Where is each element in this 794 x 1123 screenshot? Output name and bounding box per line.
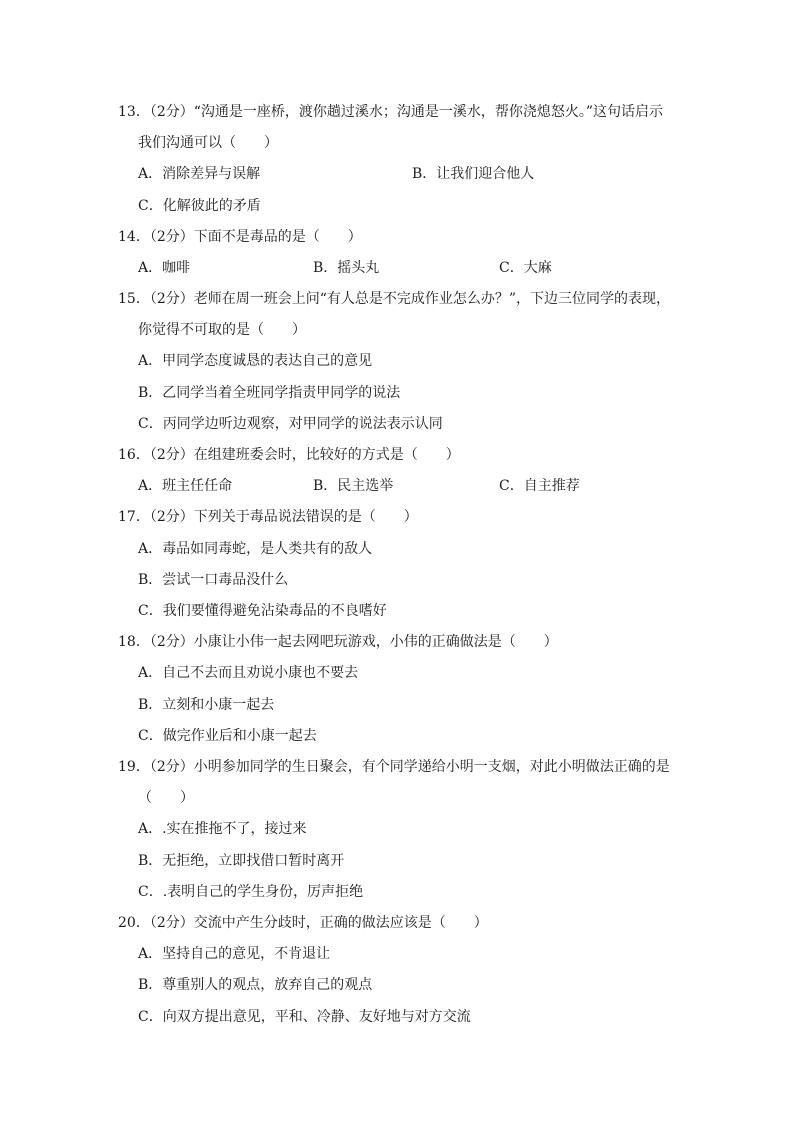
question-16-option-c: C．自主推荐 [499,478,580,494]
question-19-option-b: B．无拒绝，立即找借口暂时离开 [138,853,345,869]
question-19-stem: 19．（2分）小明参加同学的生日聚会，有个同学递给小明一支烟，对此小明做法正确的是 [118,759,670,775]
question-18-option-c: C．做完作业后和小康一起去 [138,728,317,744]
question-18-option-a: A．自己不去而且劝说小康也不要去 [138,665,359,681]
question-14-option-b: B．摇头丸 [313,260,380,276]
question-18-stem: 18．（2分）小康让小伟一起去网吧玩游戏，小伟的正确做法是（ ） [118,634,558,650]
question-14-stem: 14．（2分）下面不是毒品的是（ ） [118,229,362,245]
question-15-option-c: C．丙同学边听边观察，对甲同学的说法表示认同 [138,416,443,432]
question-15-option-a: A．甲同学态度诚恳的表达自己的意见 [138,353,373,369]
question-20-option-a: A．坚持自己的意见，不肯退让 [138,946,331,962]
question-19-stem-cont: （ ） [138,790,194,806]
question-20-stem: 20．（2分）交流中产生分歧时，正确的做法应该是（ ） [118,915,488,931]
question-17-stem: 17．（2分）下列关于毒品说法错误的是（ ） [118,509,418,525]
question-20-option-c: C．向双方提出意见，平和、冷静、友好地与对方交流 [138,1009,471,1025]
question-13-stem: 13．（2分）“沟通是一座桥，渡你趟过溪水；沟通是一溪水，帮你浇熄怒火。”这句话启示 [118,104,664,120]
question-19-option-c: C．.表明自己的学生身份，厉声拒绝 [138,884,364,900]
question-16-option-a: A．班主任任命 [138,478,233,494]
question-16-option-b: B．民主选举 [313,478,394,494]
question-17-option-c: C．我们要懂得避免沾染毒品的不良嗜好 [138,603,387,619]
question-16-stem: 16．（2分）在组建班委会时，比较好的方式是（ ） [118,447,460,463]
question-13-option-a: A．消除差异与误解 [138,166,261,182]
question-20-option-b: B．尊重别人的观点，放弃自己的观点 [138,977,373,993]
question-14-option-a: A．咖啡 [138,260,191,276]
question-19-option-a: A．.实在推拖不了，接过来 [138,821,307,837]
question-15-stem-cont: 你觉得不可取的是（ ） [138,322,306,338]
question-18-option-b: B．立刻和小康一起去 [138,697,275,713]
question-15-stem: 15．（2分）老师在周一班会上问“有人总是不完成作业怎么办？”，下边三位同学的表现， [118,291,671,307]
question-17-option-b: B．尝试一口毒品没什么 [138,572,289,588]
question-13-option-c: C．化解彼此的矛盾 [138,198,261,214]
question-17-option-a: A．毒品如同毒蛇，是人类共有的敌人 [138,541,373,557]
question-14-option-c: C．大麻 [499,260,552,276]
question-13-stem-cont: 我们沟通可以（ ） [138,135,278,151]
question-13-option-b: B．让我们迎合他人 [412,166,535,182]
question-15-option-b: B．乙同学当着全班同学指责甲同学的说法 [138,385,401,401]
